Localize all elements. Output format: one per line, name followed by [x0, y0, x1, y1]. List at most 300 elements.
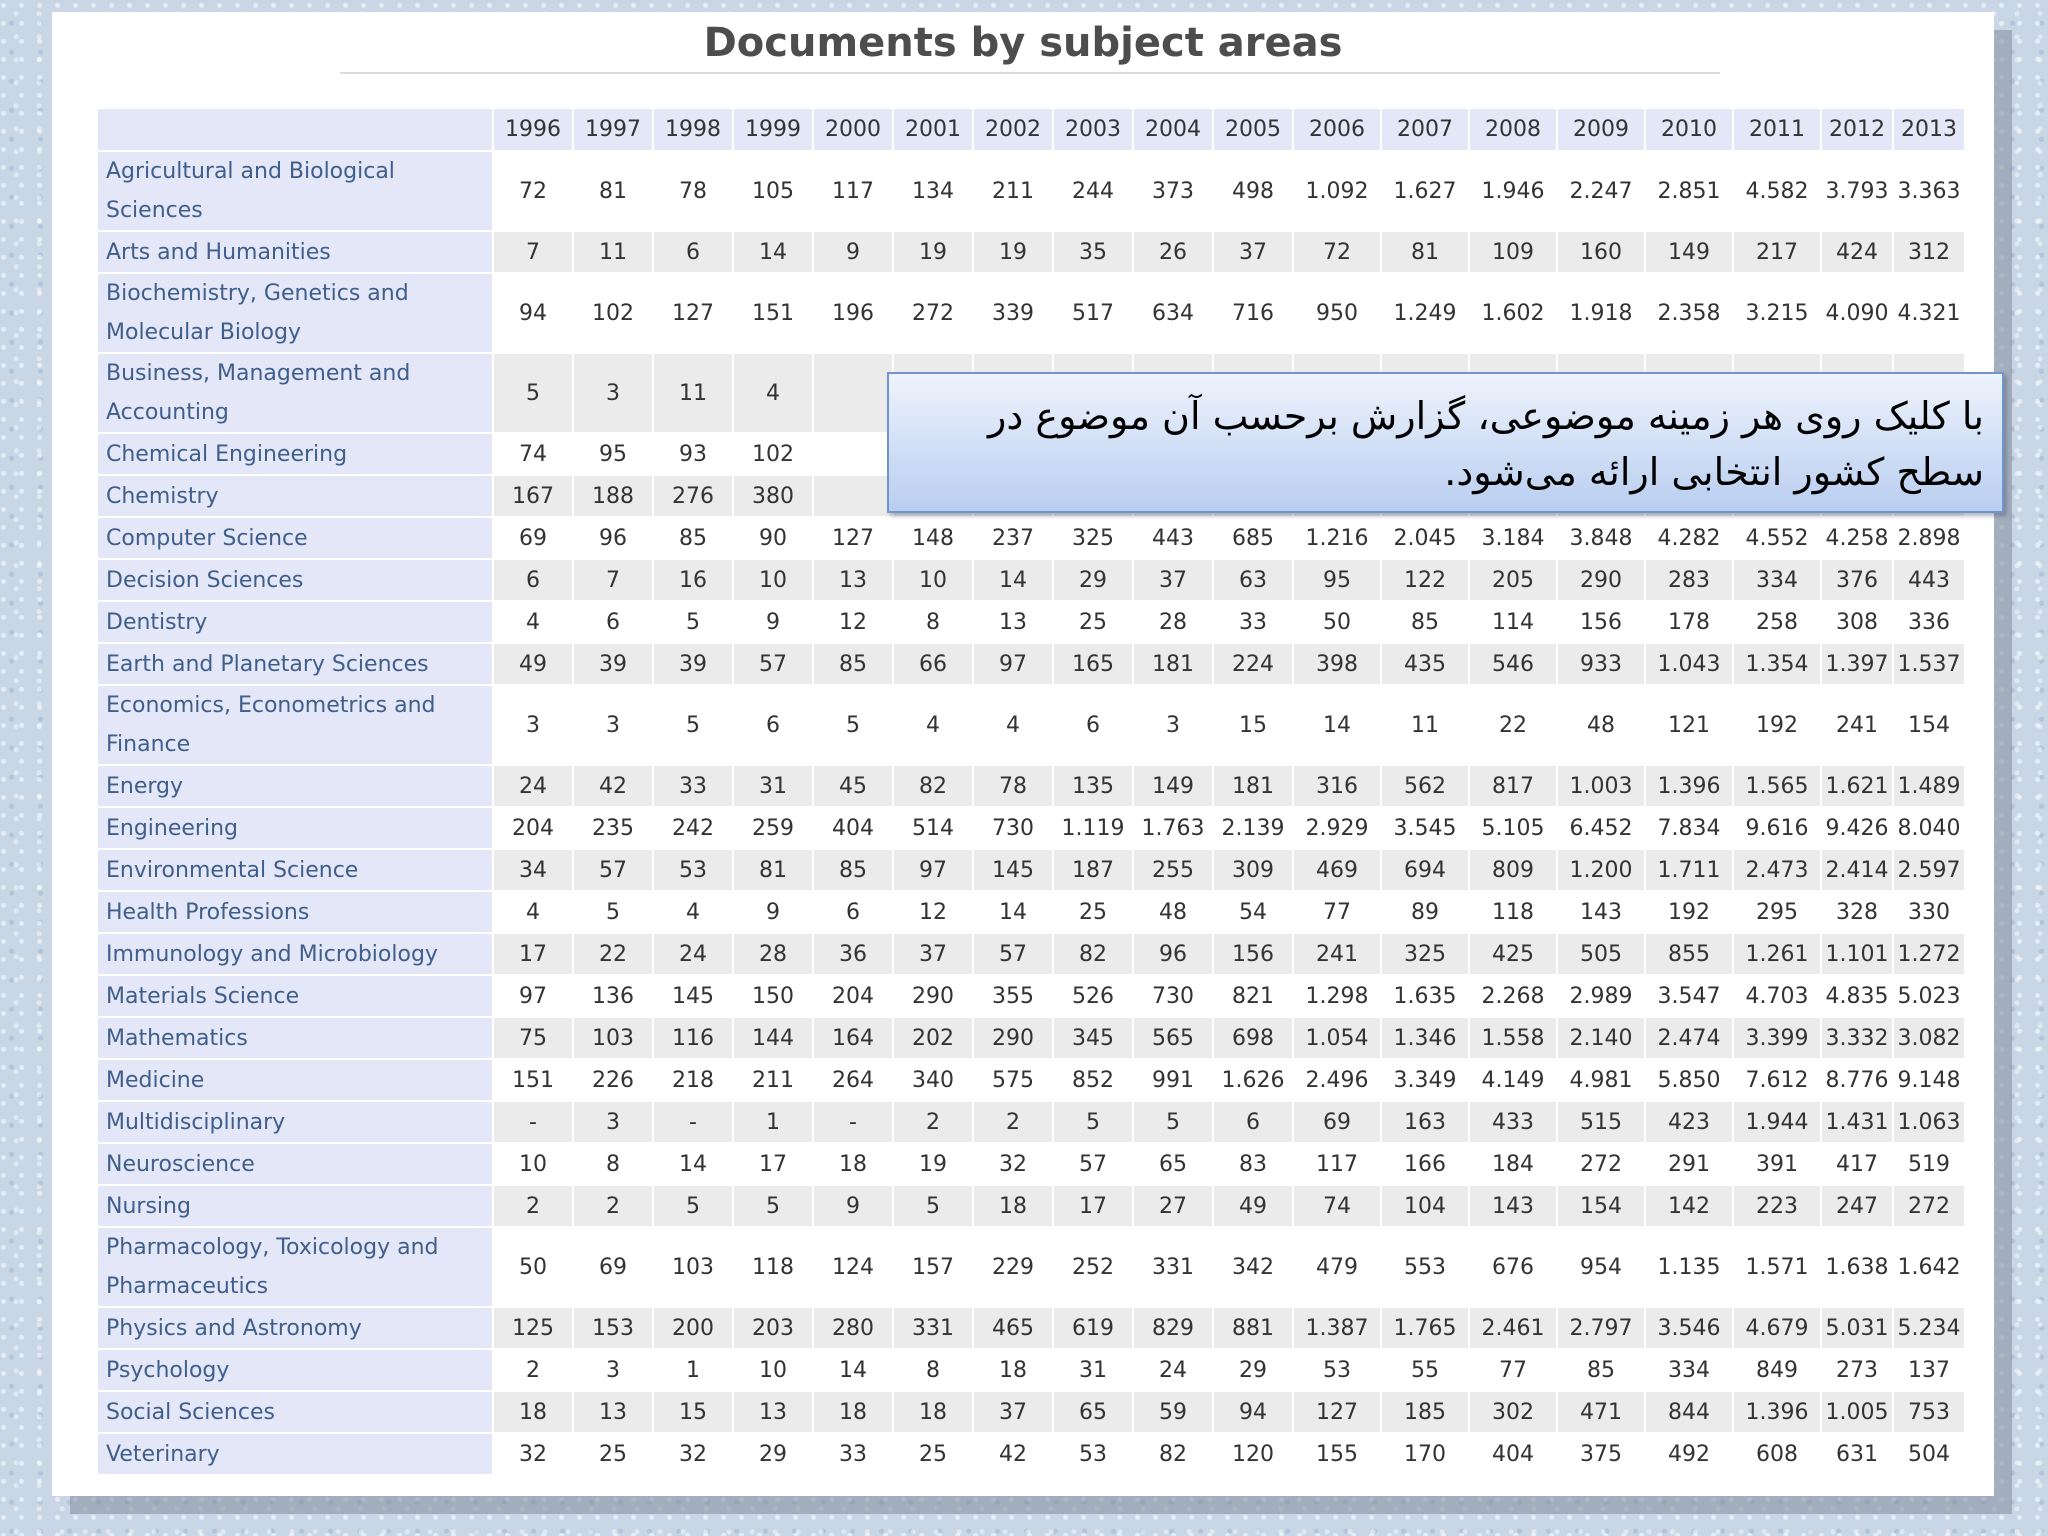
table-cell: 13: [574, 1392, 652, 1432]
table-cell: 143: [1470, 1186, 1556, 1226]
subject-area-link[interactable]: Chemistry: [98, 476, 492, 516]
table-cell: 136: [574, 976, 652, 1016]
subject-area-link[interactable]: Physics and Astronomy: [98, 1308, 492, 1348]
table-cell: 85: [814, 850, 892, 890]
table-row: [98, 1228, 1964, 1306]
subject-area-link[interactable]: Arts and Humanities: [98, 232, 492, 272]
subject-area-link[interactable]: Economics, Econometrics and Finance: [98, 686, 492, 764]
table-cell: 4.258: [1822, 518, 1892, 558]
table-cell: 492: [1646, 1434, 1732, 1474]
table-cell: 54: [1214, 892, 1292, 932]
table-cell: 33: [654, 766, 732, 806]
subject-area-link[interactable]: Veterinary: [98, 1434, 492, 1474]
table-cell: 13: [734, 1392, 812, 1432]
table-row: [98, 766, 1964, 806]
table-cell: 4: [654, 892, 732, 932]
subject-area-link[interactable]: Energy: [98, 766, 492, 806]
table-cell: 28: [734, 934, 812, 974]
table-cell: 32: [494, 1434, 572, 1474]
table-cell: 49: [1214, 1186, 1292, 1226]
table-cell: 85: [814, 644, 892, 684]
table-cell: 316: [1294, 766, 1380, 806]
table-cell: 302: [1470, 1392, 1556, 1432]
column-header: 2000: [814, 109, 892, 150]
table-cell: 6.452: [1558, 808, 1644, 848]
table-cell: 82: [1134, 1434, 1212, 1474]
table-cell: 143: [1558, 892, 1644, 932]
table-row: [98, 976, 1964, 1016]
table-cell: 16: [654, 560, 732, 600]
subject-area-link[interactable]: Business, Management and Accounting: [98, 354, 492, 432]
table-cell: 4: [494, 892, 572, 932]
table-cell: 18: [814, 1392, 892, 1432]
table-cell: 153: [574, 1308, 652, 1348]
column-header: 2002: [974, 109, 1052, 150]
table-cell: 1.944: [1734, 1102, 1820, 1142]
subject-area-link[interactable]: Pharmacology, Toxicology and Pharmaceutics: [98, 1228, 492, 1306]
table-cell: 37: [1134, 560, 1212, 600]
table-cell: 5.234: [1894, 1308, 1964, 1348]
table-cell: 2.496: [1294, 1060, 1380, 1100]
table-cell: 1.119: [1054, 808, 1132, 848]
table-cell: 223: [1734, 1186, 1820, 1226]
table-cell: 2.268: [1470, 976, 1556, 1016]
table-cell: 22: [1470, 686, 1556, 764]
column-header: 2008: [1470, 109, 1556, 150]
table-cell: 3: [574, 1350, 652, 1390]
table-cell: 50: [1294, 602, 1380, 642]
table-cell: 2.989: [1558, 976, 1644, 1016]
table-cell: 4.282: [1646, 518, 1732, 558]
table-cell: 11: [654, 354, 732, 432]
table-cell: 185: [1382, 1392, 1468, 1432]
table-cell: 272: [894, 274, 972, 352]
table-row: [98, 686, 1964, 764]
table-cell: 72: [494, 152, 572, 230]
table-cell: 8.776: [1822, 1060, 1892, 1100]
table-cell: 48: [1134, 892, 1212, 932]
table-cell: 151: [494, 1060, 572, 1100]
table-cell: 90: [734, 518, 812, 558]
table-cell: 730: [974, 808, 1052, 848]
table-cell: 144: [734, 1018, 812, 1058]
table-cell: 18: [894, 1392, 972, 1432]
table-cell: 4: [494, 602, 572, 642]
table-cell: 1.918: [1558, 274, 1644, 352]
table-row: [98, 274, 1964, 352]
table-cell: 276: [654, 476, 732, 516]
table-cell: 155: [1294, 1434, 1380, 1474]
title-divider: [340, 72, 1720, 74]
table-cell: 5: [894, 1186, 972, 1226]
table-row: [98, 152, 1964, 230]
table-cell: 42: [974, 1434, 1052, 1474]
table-cell: 74: [1294, 1186, 1380, 1226]
table-cell: 97: [894, 850, 972, 890]
table-cell: 10: [734, 560, 812, 600]
table-row: [98, 850, 1964, 890]
table-cell: 6: [814, 892, 892, 932]
table-cell: 730: [1134, 976, 1212, 1016]
table-cell: 59: [1134, 1392, 1212, 1432]
table-cell: 465: [974, 1308, 1052, 1348]
table-cell: 81: [1382, 232, 1468, 272]
table-cell: 17: [494, 934, 572, 974]
table-cell: 53: [1054, 1434, 1132, 1474]
subject-area-link[interactable]: Biochemistry, Genetics and Molecular Biology: [98, 274, 492, 352]
table-cell: 991: [1134, 1060, 1212, 1100]
table-cell: 1.638: [1822, 1228, 1892, 1306]
table-cell: 9: [814, 232, 892, 272]
table-cell: 1.101: [1822, 934, 1892, 974]
table-row: [98, 1350, 1964, 1390]
table-cell: 237: [974, 518, 1052, 558]
table-cell: 1.537: [1894, 644, 1964, 684]
table-cell: 85: [1382, 602, 1468, 642]
subject-area-link[interactable]: Materials Science: [98, 976, 492, 1016]
table-cell: 14: [974, 892, 1052, 932]
table-cell: 121: [1646, 686, 1732, 764]
subject-area-link[interactable]: Computer Science: [98, 518, 492, 558]
table-cell: 312: [1894, 232, 1964, 272]
table-cell: 135: [1054, 766, 1132, 806]
table-cell: 192: [1734, 686, 1820, 764]
table-cell: 17: [734, 1144, 812, 1184]
table-cell: 290: [974, 1018, 1052, 1058]
table-cell: 7: [574, 560, 652, 600]
table-cell: 82: [894, 766, 972, 806]
table-cell: 32: [654, 1434, 732, 1474]
table-cell: 325: [1054, 518, 1132, 558]
table-cell: 2.045: [1382, 518, 1468, 558]
table-cell: 4: [734, 354, 812, 432]
table-cell: 9.616: [1734, 808, 1820, 848]
table-cell: 855: [1646, 934, 1732, 974]
table-cell: 2: [974, 1102, 1052, 1142]
table-cell: 844: [1646, 1392, 1732, 1432]
table-row: [98, 602, 1964, 642]
table-cell: 404: [814, 808, 892, 848]
table-cell: 178: [1646, 602, 1732, 642]
table-cell: 1.765: [1382, 1308, 1468, 1348]
table-cell: 881: [1214, 1308, 1292, 1348]
table-cell: 4.090: [1822, 274, 1892, 352]
table-cell: 19: [974, 232, 1052, 272]
table-cell: 11: [1382, 686, 1468, 764]
table-cell: 12: [894, 892, 972, 932]
table-cell: 224: [1214, 644, 1292, 684]
table-cell: 154: [1894, 686, 1964, 764]
table-row: [98, 1018, 1964, 1058]
table-cell: 3.184: [1470, 518, 1556, 558]
table-row: [98, 808, 1964, 848]
table-cell: 829: [1134, 1308, 1212, 1348]
column-header: 2012: [1822, 109, 1892, 150]
table-cell: 1.763: [1134, 808, 1212, 848]
table-cell: 1.565: [1734, 766, 1820, 806]
table-cell: [814, 434, 892, 474]
table-cell: 181: [1134, 644, 1212, 684]
table-cell: 95: [1294, 560, 1380, 600]
table-cell: 331: [1134, 1228, 1212, 1306]
table-cell: 127: [1294, 1392, 1380, 1432]
table-cell: 443: [1894, 560, 1964, 600]
table-cell: 137: [1894, 1350, 1964, 1390]
table-cell: 69: [574, 1228, 652, 1306]
table-cell: 105: [734, 152, 812, 230]
table-cell: 19: [894, 232, 972, 272]
table-cell: 328: [1822, 892, 1892, 932]
subject-area-link[interactable]: Agricultural and Biological Sciences: [98, 152, 492, 230]
table-cell: 2.461: [1470, 1308, 1556, 1348]
table-cell: 2.797: [1558, 1308, 1644, 1348]
table-cell: 514: [894, 808, 972, 848]
subject-area-link[interactable]: Psychology: [98, 1350, 492, 1390]
table-cell: 117: [814, 152, 892, 230]
subject-area-link[interactable]: Chemical Engineering: [98, 434, 492, 474]
table-cell: 149: [1646, 232, 1732, 272]
table-cell: 6: [1214, 1102, 1292, 1142]
column-header: 1999: [734, 109, 812, 150]
table-cell: 5.850: [1646, 1060, 1732, 1100]
table-cell: 694: [1382, 850, 1468, 890]
table-cell: 122: [1382, 560, 1468, 600]
table-cell: 83: [1214, 1144, 1292, 1184]
subject-area-link[interactable]: Engineering: [98, 808, 492, 848]
info-callout: با کلیک روی هر زمینه موضوعی، گزارش برحسب آن موضوع در سطح کشور انتخابی ارائه می‌شود.: [887, 372, 2004, 513]
table-cell: 5.031: [1822, 1308, 1892, 1348]
table-cell: 375: [1558, 1434, 1644, 1474]
table-cell: 575: [974, 1060, 1052, 1100]
table-cell: 187: [1054, 850, 1132, 890]
table-cell: 26: [1134, 232, 1212, 272]
table-cell: 331: [894, 1308, 972, 1348]
table-cell: 104: [1382, 1186, 1468, 1226]
table-cell: 424: [1822, 232, 1892, 272]
table-cell: 24: [654, 934, 732, 974]
table-cell: 37: [974, 1392, 1052, 1432]
table-cell: 226: [574, 1060, 652, 1100]
table-cell: 66: [894, 644, 972, 684]
table-cell: 4.149: [1470, 1060, 1556, 1100]
table-cell: 164: [814, 1018, 892, 1058]
table-cell: 24: [1134, 1350, 1212, 1390]
table-row: [98, 1144, 1964, 1184]
table-cell: 55: [1382, 1350, 1468, 1390]
table-cell: 241: [1822, 686, 1892, 764]
subject-area-link[interactable]: Social Sciences: [98, 1392, 492, 1432]
table-cell: 218: [654, 1060, 732, 1100]
table-cell: 29: [1214, 1350, 1292, 1390]
table-cell: 242: [654, 808, 732, 848]
table-cell: 433: [1470, 1102, 1556, 1142]
table-cell: 1.003: [1558, 766, 1644, 806]
table-cell: 309: [1214, 850, 1292, 890]
table-cell: 9: [734, 892, 812, 932]
table-cell: 9: [734, 602, 812, 642]
table-cell: 264: [814, 1060, 892, 1100]
table-cell: 69: [494, 518, 572, 558]
table-cell: 34: [494, 850, 572, 890]
table-cell: 809: [1470, 850, 1556, 890]
table-cell: 2.473: [1734, 850, 1820, 890]
table-cell: 31: [1054, 1350, 1132, 1390]
table-cell: 78: [654, 152, 732, 230]
table-cell: 120: [1214, 1434, 1292, 1474]
table-cell: 192: [1646, 892, 1732, 932]
table-cell: 5: [574, 892, 652, 932]
table-cell: 3.793: [1822, 152, 1892, 230]
table-cell: 181: [1214, 766, 1292, 806]
table-cell: 13: [814, 560, 892, 600]
table-cell: 3.399: [1734, 1018, 1820, 1058]
table-cell: 114: [1470, 602, 1556, 642]
table-cell: 157: [894, 1228, 972, 1306]
table-cell: 165: [1054, 644, 1132, 684]
subject-area-link[interactable]: Decision Sciences: [98, 560, 492, 600]
subject-areas-table: [96, 107, 1966, 1476]
table-cell: 5: [654, 686, 732, 764]
table-cell: 255: [1134, 850, 1212, 890]
table-cell: 118: [734, 1228, 812, 1306]
table-cell: 29: [1054, 560, 1132, 600]
table-cell: 1: [654, 1350, 732, 1390]
table-cell: 272: [1558, 1144, 1644, 1184]
table-cell: 18: [494, 1392, 572, 1432]
table-cell: 479: [1294, 1228, 1380, 1306]
table-cell: 5: [654, 1186, 732, 1226]
table-cell: 11: [574, 232, 652, 272]
table-cell: 42: [574, 766, 652, 806]
table-cell: 5: [494, 354, 572, 432]
table-cell: 3: [574, 1102, 652, 1142]
table-cell: 8: [894, 1350, 972, 1390]
table-cell: [814, 354, 892, 432]
table-cell: 4.703: [1734, 976, 1820, 1016]
table-cell: 4.981: [1558, 1060, 1644, 1100]
table-cell: 1.043: [1646, 644, 1732, 684]
table-cell: 17: [1054, 1186, 1132, 1226]
table-cell: 546: [1470, 644, 1556, 684]
column-header: 2001: [894, 109, 972, 150]
table-cell: 134: [894, 152, 972, 230]
table-cell: 150: [734, 976, 812, 1016]
subject-area-link[interactable]: Immunology and Microbiology: [98, 934, 492, 974]
table-cell: 96: [1134, 934, 1212, 974]
table-cell: 6: [734, 686, 812, 764]
table-cell: 35: [1054, 232, 1132, 272]
table-cell: 1.135: [1646, 1228, 1732, 1306]
table-cell: 154: [1558, 1186, 1644, 1226]
column-header: 1998: [654, 109, 732, 150]
table-cell: 280: [814, 1308, 892, 1348]
subject-area-link[interactable]: Health Professions: [98, 892, 492, 932]
table-cell: 631: [1822, 1434, 1892, 1474]
table-cell: 12: [814, 602, 892, 642]
subject-area-link[interactable]: Earth and Planetary Sciences: [98, 644, 492, 684]
table-cell: -: [494, 1102, 572, 1142]
table-cell: 562: [1382, 766, 1468, 806]
column-header: 1997: [574, 109, 652, 150]
table-cell: 1.602: [1470, 274, 1556, 352]
table-cell: 1.635: [1382, 976, 1468, 1016]
subject-area-link[interactable]: Medicine: [98, 1060, 492, 1100]
table-cell: 376: [1822, 560, 1892, 600]
table-cell: 290: [894, 976, 972, 1016]
table-cell: 425: [1470, 934, 1556, 974]
table-cell: 118: [1470, 892, 1556, 932]
table-cell: 634: [1134, 274, 1212, 352]
table-cell: 608: [1734, 1434, 1820, 1474]
table-cell: 203: [734, 1308, 812, 1348]
table-cell: 325: [1382, 934, 1468, 974]
table-cell: 821: [1214, 976, 1292, 1016]
table-cell: 125: [494, 1308, 572, 1348]
table-cell: 1.249: [1382, 274, 1468, 352]
subject-area-link[interactable]: Nursing: [98, 1186, 492, 1226]
subject-area-link[interactable]: Multidisciplinary: [98, 1102, 492, 1142]
table-cell: 291: [1646, 1144, 1732, 1184]
subject-area-link[interactable]: Mathematics: [98, 1018, 492, 1058]
table-cell: 404: [1470, 1434, 1556, 1474]
table-cell: 1.642: [1894, 1228, 1964, 1306]
table-cell: 127: [654, 274, 732, 352]
table-cell: 117: [1294, 1144, 1380, 1184]
table-cell: 97: [974, 644, 1052, 684]
subject-area-link[interactable]: Neuroscience: [98, 1144, 492, 1184]
table-cell: 716: [1214, 274, 1292, 352]
table-cell: 217: [1734, 232, 1820, 272]
table-cell: 273: [1822, 1350, 1892, 1390]
table-cell: 9.426: [1822, 808, 1892, 848]
table-cell: 290: [1558, 560, 1644, 600]
table-cell: 565: [1134, 1018, 1212, 1058]
table-cell: 2.898: [1894, 518, 1964, 558]
table-cell: 24: [494, 766, 572, 806]
table-cell: 57: [974, 934, 1052, 974]
table-cell: 7.834: [1646, 808, 1732, 848]
table-row: [98, 560, 1964, 600]
header-row: [98, 109, 1964, 150]
table-cell: 1.298: [1294, 976, 1380, 1016]
table-cell: 3: [574, 354, 652, 432]
table-cell: 258: [1734, 602, 1820, 642]
table-cell: 272: [1894, 1186, 1964, 1226]
table-cell: 229: [974, 1228, 1052, 1306]
table-cell: 1.558: [1470, 1018, 1556, 1058]
table-cell: 10: [894, 560, 972, 600]
table-row: [98, 518, 1964, 558]
table-cell: 443: [1134, 518, 1212, 558]
table-cell: 57: [1054, 1144, 1132, 1184]
subject-area-link[interactable]: Dentistry: [98, 602, 492, 642]
table-cell: 94: [1214, 1392, 1292, 1432]
subject-area-link[interactable]: Environmental Science: [98, 850, 492, 890]
table-cell: 103: [574, 1018, 652, 1058]
table-cell: 25: [1054, 892, 1132, 932]
table-cell: 78: [974, 766, 1052, 806]
table-cell: 166: [1382, 1144, 1468, 1184]
table-cell: 330: [1894, 892, 1964, 932]
table-cell: 435: [1382, 644, 1468, 684]
table-row: [98, 1060, 1964, 1100]
table-cell: 3.082: [1894, 1018, 1964, 1058]
table-cell: 5: [814, 686, 892, 764]
table-cell: 184: [1470, 1144, 1556, 1184]
table-cell: 75: [494, 1018, 572, 1058]
table-cell: 145: [974, 850, 1052, 890]
table-cell: 5.105: [1470, 808, 1556, 848]
